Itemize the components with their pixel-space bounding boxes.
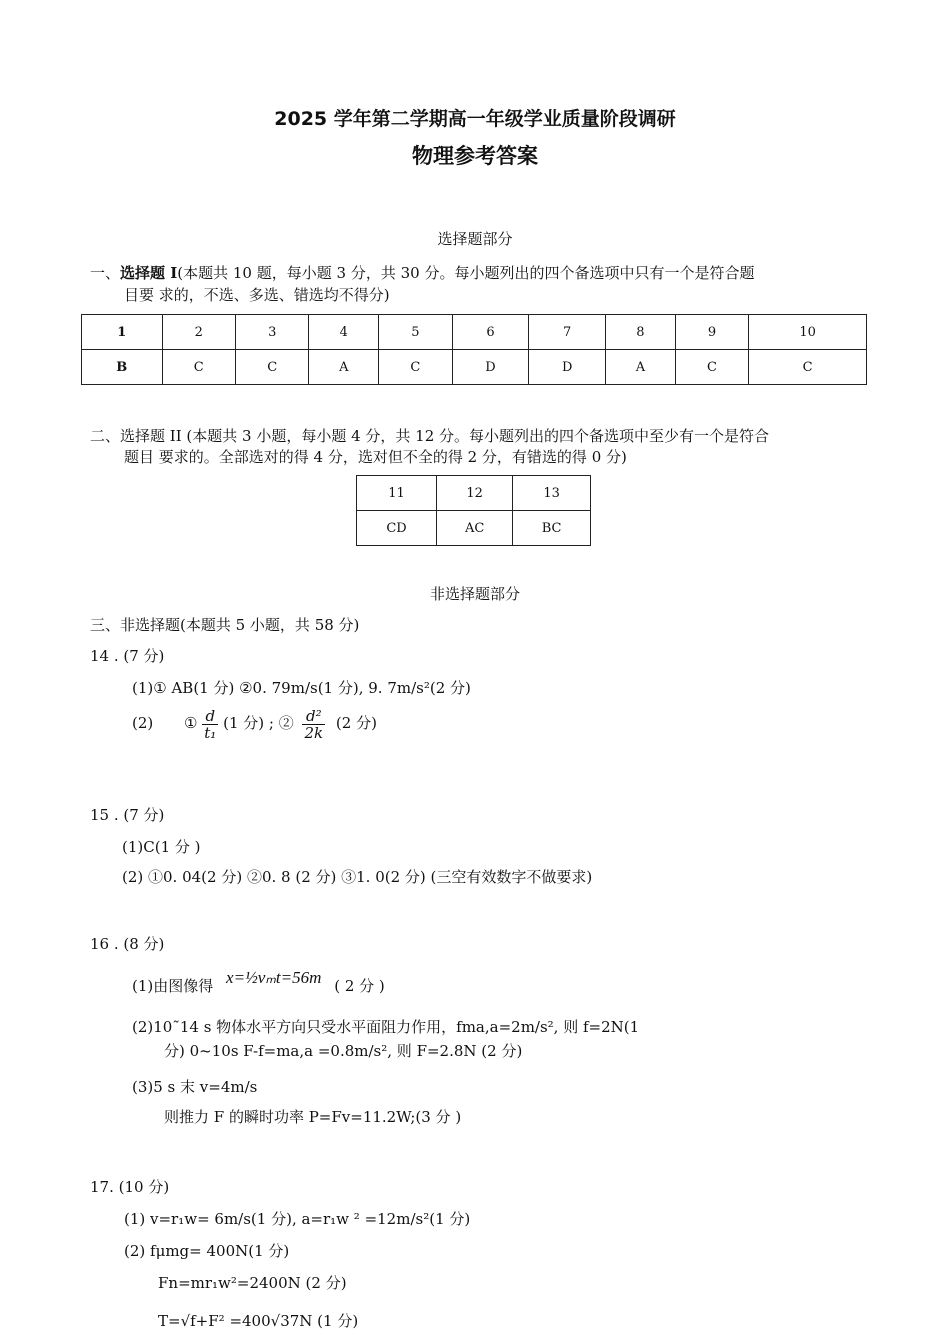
table-cell: 10 <box>749 315 867 350</box>
question-17-line2: (2) fμmg= 400N(1 分) <box>124 1242 290 1260</box>
fraction-denominator: 2k <box>304 723 324 742</box>
q14-part2-label: (2) <box>132 714 154 732</box>
table-cell: A <box>606 350 676 385</box>
question-3-heading: 三、非选择题(本题共 5 小题，共 58 分) <box>90 616 360 634</box>
question-17-line1: (1) v=r₁w= 6m/s(1 分), a=r₁w ² =12m/s²(1 分) <box>124 1210 471 1228</box>
q16-formula: x=½vₘt=56m <box>226 968 322 987</box>
answer-table-2 <box>356 475 591 546</box>
table-cell: 7 <box>529 315 606 350</box>
question-15-line2: (2) ①0. 04(2 分) ②0. 8 (2 分) ③1. 0(2 分) (三空有效数字不做要求) <box>122 868 593 886</box>
table-cell: 3 <box>235 315 308 350</box>
document-subtitle: 物理参考答案 <box>412 144 538 168</box>
table-cell: D <box>452 350 529 385</box>
question-16-line3: 分) 0~10s F-f=ma,a =0.8m/s², 则 F=2.8N (2 分) <box>164 1042 523 1060</box>
table-cell: C <box>379 350 452 385</box>
question-1-line1 <box>90 262 754 283</box>
table-cell: 4 <box>309 315 379 350</box>
question-16-line1 <box>132 968 385 996</box>
table-cell: C <box>749 350 867 385</box>
question-17-line4: T=√f+F² =400√37N (1 分) <box>158 1312 359 1330</box>
q16-part1-label: (1)由图像得 <box>132 977 214 995</box>
answer-table-1 <box>81 314 867 385</box>
table-cell: A <box>309 350 379 385</box>
question-14-line1: (1)① AB(1 分) ②0. 79m/s(1 分), 9. 7m/s²(2 分) <box>132 679 471 697</box>
question-1-name: 选择题 I <box>120 264 178 282</box>
fraction-d-over-t1 <box>202 708 218 741</box>
fraction-d2-over-2k <box>302 708 325 741</box>
table-cell: 12 <box>437 476 513 511</box>
question-16-line4: (3)5 s 末 v=4m/s <box>132 1078 258 1096</box>
table-cell: CD <box>357 511 437 546</box>
answer-table-1-answer-row <box>82 350 867 385</box>
question-16-line5: 则推力 F 的瞬时功率 P=Fv=11.2W;(3 分 ) <box>164 1108 462 1126</box>
answer-table-1-number-row <box>82 315 867 350</box>
question-16-line2: (2)10˜14 s 物体水平方向只受水平面阻力作用，fma,a=2m/s², 则 f=2N(1 <box>132 1018 640 1036</box>
table-cell: 6 <box>452 315 529 350</box>
answer-table-2-answer-row <box>357 511 591 546</box>
table-cell: AC <box>437 511 513 546</box>
section-heading-nonchoice: 非选择题部分 <box>429 585 520 603</box>
question-17-line3: Fn=mr₁w²=2400N (2 分) <box>158 1274 347 1292</box>
table-cell: C <box>162 350 235 385</box>
answer-table-2-number-row <box>357 476 591 511</box>
table-cell: C <box>235 350 308 385</box>
question-2-line2: 题目 要求的。全部选对的得 4 分，选对但不全的得 2 分，有错选的得 0 分) <box>124 448 627 466</box>
fraction-numerator: d <box>202 708 218 725</box>
fraction-numerator: d² <box>302 708 325 725</box>
q14-score-1: (1 分) ; ② <box>223 714 294 732</box>
question-2-line1: 二、选择题 II (本题共 3 小题，每小题 4 分，共 12 分。每小题列出的四个备选项中至少有一个是符合 <box>90 427 770 445</box>
q14-circle-1: ① <box>184 714 198 732</box>
question-1-desc: (本题共 10 题，每小题 3 分，共 30 分。每小题列出的四个备选项中只有一个是符合题 <box>177 264 755 282</box>
document-title: 2025 学年第二学期高一年级学业质量阶段调研 <box>274 108 676 130</box>
table-cell: 11 <box>357 476 437 511</box>
question-14-heading: 14 . (7 分) <box>90 647 165 665</box>
question-1-prefix: 一、 <box>90 264 121 282</box>
question-15-heading: 15 . (7 分) <box>90 806 165 824</box>
table-cell: C <box>675 350 748 385</box>
q14-score-2: (2 分) <box>335 714 377 732</box>
table-cell: BC <box>513 511 591 546</box>
question-15-line1: (1)C(1 分 ) <box>122 838 201 856</box>
table-cell: 2 <box>162 315 235 350</box>
fraction-denominator: t₁ <box>204 723 217 742</box>
table-cell: 8 <box>606 315 676 350</box>
table-cell: 9 <box>675 315 748 350</box>
question-1-line2: 目要 求的，不选、多选、错选均不得分) <box>124 286 390 304</box>
table-cell: 13 <box>513 476 591 511</box>
table-cell: 1 <box>82 315 163 350</box>
question-17-heading: 17. (10 分) <box>90 1178 170 1196</box>
table-cell: D <box>529 350 606 385</box>
question-16-heading: 16 . (8 分) <box>90 935 165 953</box>
question-14-line2 <box>132 706 377 741</box>
section-heading-choice: 选择题部分 <box>437 230 513 248</box>
table-cell: 5 <box>379 315 452 350</box>
table-cell: B <box>82 350 163 385</box>
q16-score-1: ( 2 分 ) <box>334 977 385 995</box>
